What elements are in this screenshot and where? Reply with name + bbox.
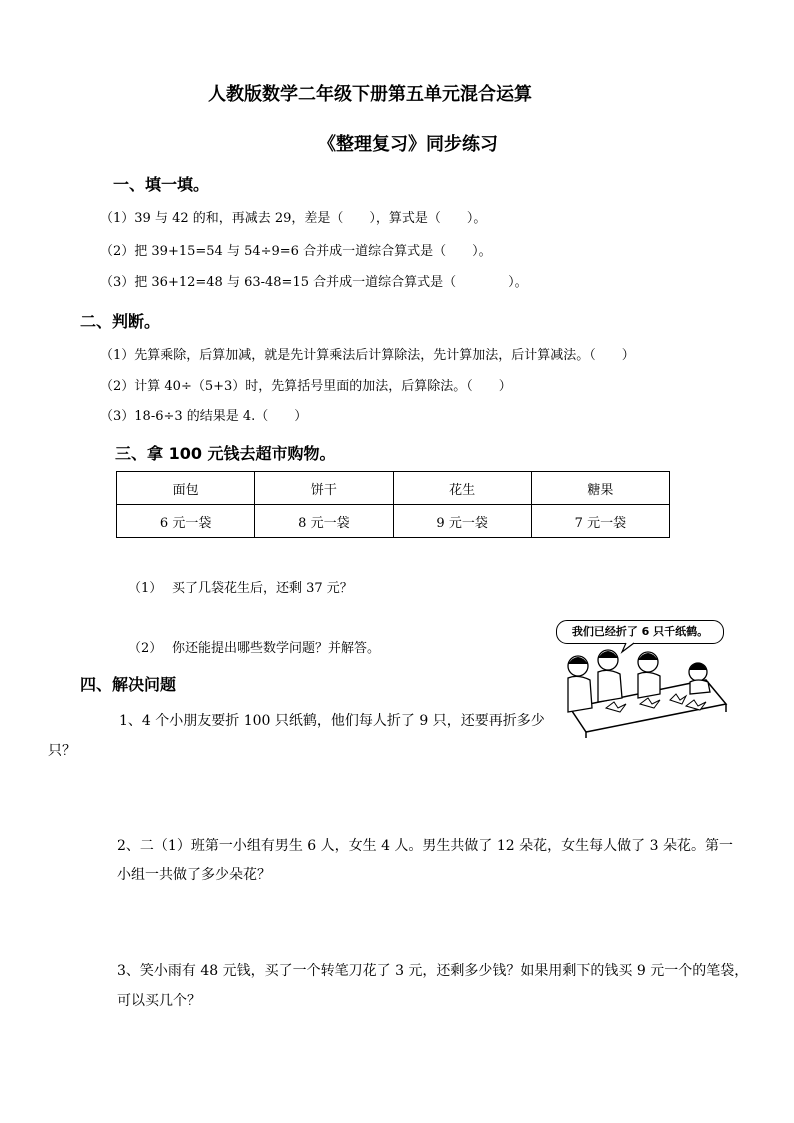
problem-3-line-1: 3、笑小雨有 48 元钱，买了一个转笔刀花了 3 元，还剩多少钱？如果用剩下的钱买 9 元一个的笔袋， bbox=[117, 963, 749, 979]
fill-in-question-1: （1）39 与 42 的和，再减去 29，差是（ ），算式是（ ）。 bbox=[100, 211, 487, 226]
table-header-cell: 糖果 bbox=[531, 472, 669, 505]
shopping-question-2-text: 你还能提出哪些数学问题？并解答。 bbox=[172, 641, 381, 656]
problem-1-line-2: 只？ bbox=[48, 743, 76, 759]
table-price-cell: 8 元一袋 bbox=[255, 505, 393, 538]
page-title: 人教版数学二年级下册第五单元混合运算 bbox=[208, 84, 532, 105]
judge-question-3: （3）18-6÷3 的结果是 4.（ ） bbox=[100, 409, 308, 424]
table-price-cell: 7 元一袋 bbox=[531, 505, 669, 538]
price-table-header-row bbox=[117, 472, 670, 505]
speech-bubble: 我们已经折了 6 只千纸鹤。 bbox=[556, 620, 724, 644]
fill-in-question-2: （2）把 39+15=54 与 54÷9=6 合并成一道综合算式是（ ）。 bbox=[100, 244, 492, 259]
problem-3-line-2: 可以买几个？ bbox=[117, 993, 201, 1009]
price-table-price-row bbox=[117, 505, 670, 538]
problem-2-line-1: 2、二（1）班第一小组有男生 6 人，女生 4 人。男生共做了 12 朵花，女生每人做了 3 朵花。第一 bbox=[117, 838, 733, 854]
table-price-cell: 9 元一袋 bbox=[393, 505, 531, 538]
section-heading-solve: 四、解决问题 bbox=[80, 675, 177, 694]
judge-question-1: （1）先算乘除，后算加减，就是先计算乘法后计算除法，先计算加法，后计算减法。（ ） bbox=[100, 348, 635, 363]
price-table bbox=[116, 471, 670, 538]
children-folding-cranes-image bbox=[556, 620, 728, 738]
problem-2-line-2: 小组一共做了多少朵花？ bbox=[117, 867, 271, 883]
table-header-cell: 花生 bbox=[393, 472, 531, 505]
shopping-question-2-number: （2） bbox=[128, 641, 163, 656]
section-heading-fill-in: 一、填一填。 bbox=[113, 175, 210, 194]
section-heading-shopping: 三、拿 100 元钱去超市购物。 bbox=[115, 444, 336, 463]
page-subtitle: 《整理复习》同步练习 bbox=[318, 134, 498, 155]
fill-in-question-3: （3）把 36+12=48 与 63-48=15 合并成一道综合算式是（ ）。 bbox=[100, 275, 528, 290]
table-header-cell: 面包 bbox=[117, 472, 255, 505]
origami-children-illustration bbox=[556, 620, 728, 738]
problem-1-line-1: 1、4 个小朋友要折 100 只纸鹤，他们每人折了 9 只，还要再折多少 bbox=[119, 713, 545, 729]
section-heading-judge: 二、判断。 bbox=[80, 312, 161, 331]
shopping-question-1-text: 买了几袋花生后，还剩 37 元？ bbox=[172, 581, 353, 596]
table-price-cell: 6 元一袋 bbox=[117, 505, 255, 538]
shopping-question-1-number: （1） bbox=[128, 581, 163, 596]
table-header-cell: 饼干 bbox=[255, 472, 393, 505]
judge-question-2: （2）计算 40÷（5+3）时，先算括号里面的加法，后算除法。（ ） bbox=[100, 379, 512, 394]
